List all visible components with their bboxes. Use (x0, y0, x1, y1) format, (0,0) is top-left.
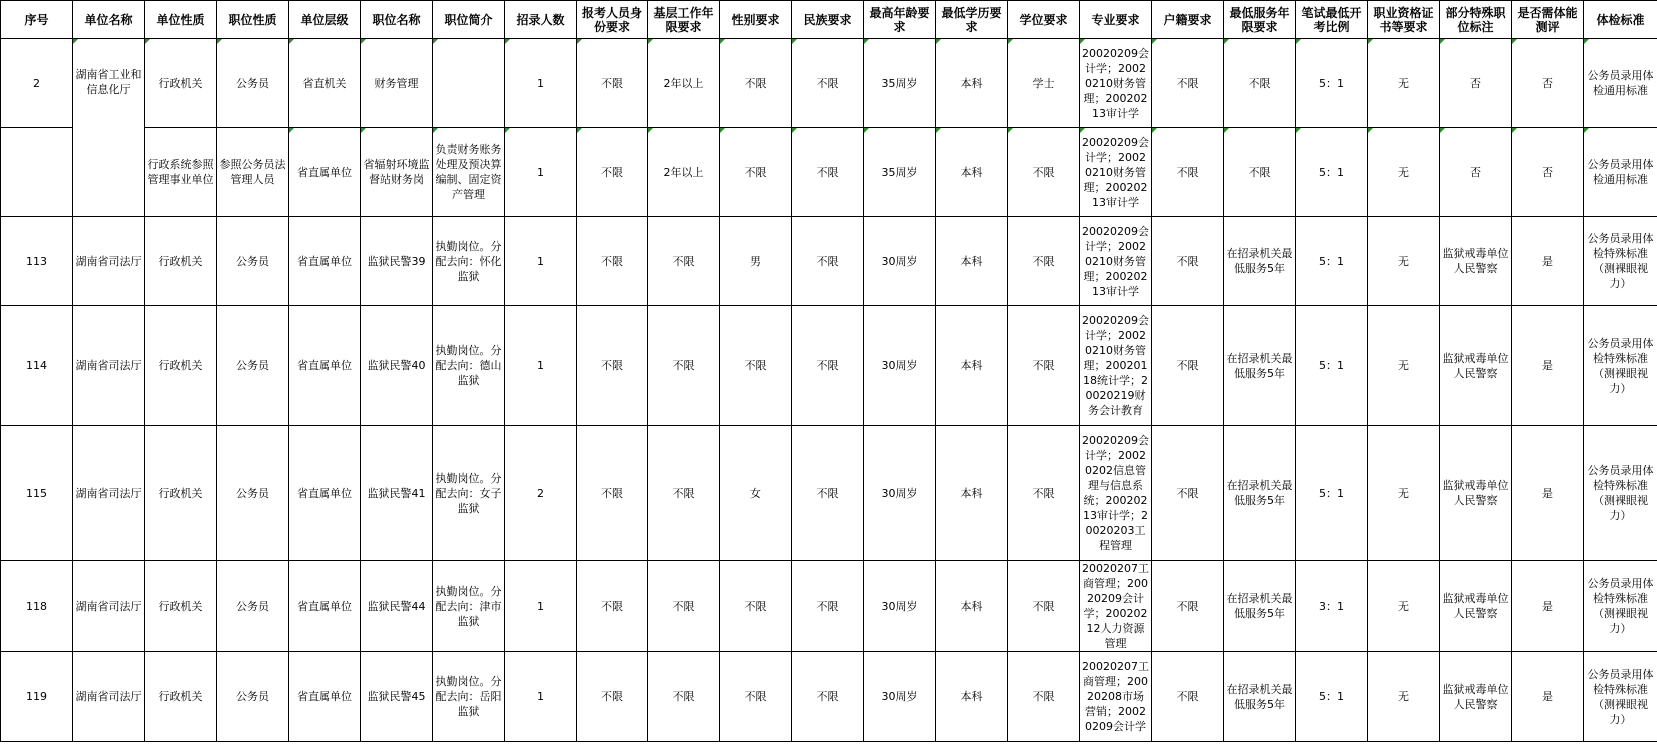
header-cell: 学位要求 (1008, 1, 1080, 39)
cell-ratio[interactable]: 5：1 (1296, 306, 1368, 426)
cell-count[interactable]: 1 (505, 652, 577, 742)
cell-fitness[interactable]: 是 (1512, 652, 1584, 742)
cell-identity[interactable]: 不限 (577, 561, 648, 652)
cell-gender[interactable]: 不限 (720, 561, 792, 652)
cell-ratio[interactable]: 5：1 (1296, 426, 1368, 561)
cell-cert[interactable]: 无 (1368, 306, 1440, 426)
cell-service[interactable]: 不限 (1224, 39, 1296, 128)
cell-fitness[interactable]: 否 (1512, 39, 1584, 128)
cell-intro[interactable] (433, 39, 505, 128)
cell-post[interactable]: 监狱民警40 (361, 306, 433, 426)
cell-count[interactable]: 1 (505, 217, 577, 306)
cell-edu[interactable]: 本科 (936, 306, 1008, 426)
header-cell: 笔试最低开考比例 (1296, 1, 1368, 39)
cell-service[interactable]: 在招录机关最低服务5年 (1224, 561, 1296, 652)
cell-cert[interactable]: 无 (1368, 217, 1440, 306)
cell-ratio[interactable]: 3：1 (1296, 561, 1368, 652)
cell-age[interactable]: 30周岁 (864, 306, 936, 426)
cell-ethnic[interactable]: 不限 (792, 652, 864, 742)
cell-major[interactable]: 20020207工商管理；20020209会计学；20020212人力资源管理 (1080, 561, 1152, 652)
header-cell: 职位简介 (433, 1, 505, 39)
cell-age[interactable]: 35周岁 (864, 39, 936, 128)
cell-unit[interactable]: 湖南省司法厅 (73, 561, 145, 652)
cell-nature[interactable]: 行政机关 (145, 652, 217, 742)
header-cell: 单位层级 (289, 1, 361, 39)
cell-nature[interactable]: 行政系统参照管理事业单位 (145, 128, 217, 217)
cell-gender[interactable]: 男 (720, 217, 792, 306)
cell-age[interactable]: 30周岁 (864, 217, 936, 306)
cell-edu[interactable]: 本科 (936, 652, 1008, 742)
cell-degree[interactable]: 不限 (1008, 217, 1080, 306)
cell-level[interactable]: 省直属单位 (289, 217, 361, 306)
header-cell: 部分特殊职位标注 (1440, 1, 1512, 39)
cell-ratio[interactable]: 5：1 (1296, 652, 1368, 742)
table-row (1, 561, 1657, 652)
cell-exam[interactable]: 公务员录用体检特殊标准（测裸眼视力） (1584, 561, 1657, 652)
cell-service[interactable]: 不限 (1224, 128, 1296, 217)
cell-fitness[interactable]: 是 (1512, 306, 1584, 426)
cell-unit[interactable]: 湖南省司法厅 (73, 306, 145, 426)
cell-service[interactable]: 在招录机关最低服务5年 (1224, 426, 1296, 561)
cell-base-years[interactable]: 不限 (648, 561, 720, 652)
cell-identity[interactable]: 不限 (577, 426, 648, 561)
cell-base-years[interactable]: 不限 (648, 306, 720, 426)
cell-ethnic[interactable]: 不限 (792, 561, 864, 652)
cell-count[interactable]: 1 (505, 306, 577, 426)
cell-fitness[interactable]: 是 (1512, 561, 1584, 652)
cell-exam[interactable]: 公务员录用体检特殊标准（测裸眼视力） (1584, 306, 1657, 426)
cell-exam[interactable]: 公务员录用体检通用标准 (1584, 39, 1657, 128)
cell-identity[interactable]: 不限 (577, 306, 648, 426)
cell-exam[interactable]: 公务员录用体检特殊标准（测裸眼视力） (1584, 217, 1657, 306)
cell-post-nature[interactable]: 公务员 (217, 426, 289, 561)
cell-count[interactable]: 1 (505, 561, 577, 652)
cell-edu[interactable]: 本科 (936, 426, 1008, 561)
cell-post-nature[interactable]: 公务员 (217, 306, 289, 426)
cell-gender[interactable]: 女 (720, 426, 792, 561)
table-row (1, 128, 1657, 217)
cell-ethnic[interactable]: 不限 (792, 128, 864, 217)
table-row (1, 652, 1657, 742)
header-cell: 基层工作年限要求 (648, 1, 720, 39)
cell-exam[interactable]: 公务员录用体检特殊标准（测裸眼视力） (1584, 426, 1657, 561)
cell-major[interactable]: 20020209会计学；20020210财务管理；20020213审计学 (1080, 217, 1152, 306)
cell-hukou[interactable]: 不限 (1152, 306, 1224, 426)
cell-unit[interactable]: 湖南省司法厅 (73, 652, 145, 742)
header-cell: 户籍要求 (1152, 1, 1224, 39)
cell-special[interactable]: 监狱戒毒单位人民警察 (1440, 652, 1512, 742)
cell-post[interactable]: 监狱民警44 (361, 561, 433, 652)
cell-post[interactable]: 监狱民警39 (361, 217, 433, 306)
cell-fitness[interactable]: 否 (1512, 128, 1584, 217)
cell-age[interactable]: 30周岁 (864, 426, 936, 561)
cell-major[interactable]: 20020209会计学；20020210财务管理；20020213审计学 (1080, 39, 1152, 128)
table-row (1, 39, 1657, 128)
header-cell: 性别要求 (720, 1, 792, 39)
cell-service[interactable]: 在招录机关最低服务5年 (1224, 306, 1296, 426)
header-cell: 职位名称 (361, 1, 433, 39)
header-cell: 招录人数 (505, 1, 577, 39)
cell-degree[interactable]: 不限 (1008, 128, 1080, 217)
cell-seq[interactable]: 115 (1, 426, 73, 561)
cell-edu[interactable]: 本科 (936, 561, 1008, 652)
cell-cert[interactable]: 无 (1368, 39, 1440, 128)
header-row (1, 1, 1657, 39)
cell-hukou[interactable]: 不限 (1152, 561, 1224, 652)
cell-degree[interactable]: 不限 (1008, 426, 1080, 561)
cell-base-years[interactable]: 2年以上 (648, 39, 720, 128)
cell-unit[interactable]: 湖南省司法厅 (73, 217, 145, 306)
cell-post-nature[interactable]: 公务员 (217, 39, 289, 128)
cell-cert[interactable]: 无 (1368, 652, 1440, 742)
cell-identity[interactable]: 不限 (577, 652, 648, 742)
cell-gender[interactable]: 不限 (720, 306, 792, 426)
cell-identity[interactable]: 不限 (577, 217, 648, 306)
header-cell: 职业资格证书等要求 (1368, 1, 1440, 39)
cell-ratio[interactable]: 5：1 (1296, 128, 1368, 217)
cell-base-years[interactable]: 不限 (648, 426, 720, 561)
cell-seq[interactable] (1, 128, 73, 217)
cell-seq[interactable]: 2 (1, 39, 73, 128)
cell-nature[interactable]: 行政机关 (145, 561, 217, 652)
cell-count[interactable]: 2 (505, 426, 577, 561)
cell-degree[interactable]: 不限 (1008, 306, 1080, 426)
cell-edu[interactable]: 本科 (936, 217, 1008, 306)
cell-intro[interactable]: 执勤岗位。分配去向：德山监狱 (433, 306, 505, 426)
cell-intro[interactable]: 执勤岗位。分配去向：怀化监狱 (433, 217, 505, 306)
cell-post-nature[interactable]: 参照公务员法管理人员 (217, 128, 289, 217)
cell-service[interactable]: 在招录机关最低服务5年 (1224, 652, 1296, 742)
table-row (1, 426, 1657, 561)
cell-gender[interactable]: 不限 (720, 652, 792, 742)
cell-fitness[interactable]: 是 (1512, 217, 1584, 306)
cell-hukou[interactable]: 不限 (1152, 128, 1224, 217)
header-cell: 单位名称 (73, 1, 145, 39)
cell-level[interactable]: 省直属单位 (289, 652, 361, 742)
cell-intro[interactable]: 执勤岗位。分配去向：女子监狱 (433, 426, 505, 561)
cell-level[interactable]: 省直属单位 (289, 306, 361, 426)
cell-post-nature[interactable]: 公务员 (217, 652, 289, 742)
cell-degree[interactable]: 不限 (1008, 561, 1080, 652)
cell-identity[interactable]: 不限 (577, 128, 648, 217)
cell-major[interactable]: 20020207工商管理；20020208市场营销；20020209会计学 (1080, 652, 1152, 742)
cell-cert[interactable]: 无 (1368, 426, 1440, 561)
cell-nature[interactable]: 行政机关 (145, 217, 217, 306)
cell-post-nature[interactable]: 公务员 (217, 561, 289, 652)
cell-special[interactable]: 监狱戒毒单位人民警察 (1440, 306, 1512, 426)
header-cell: 报考人员身份要求 (577, 1, 648, 39)
cell-level[interactable]: 省直属单位 (289, 426, 361, 561)
cell-level[interactable]: 省直属单位 (289, 561, 361, 652)
cell-seq[interactable]: 113 (1, 217, 73, 306)
header-cell: 体检标准 (1584, 1, 1657, 39)
table-row (1, 217, 1657, 306)
cell-base-years[interactable]: 2年以上 (648, 128, 720, 217)
cell-identity[interactable]: 不限 (577, 39, 648, 128)
header-cell: 序号 (1, 1, 73, 39)
header-cell: 单位性质 (145, 1, 217, 39)
cell-intro[interactable]: 执勤岗位。分配去向：岳阳监狱 (433, 652, 505, 742)
cell-major[interactable]: 20020209会计学；20020202信息管理与信息系统；20020213审计学；20020203工程管理 (1080, 426, 1152, 561)
cell-ethnic[interactable]: 不限 (792, 217, 864, 306)
cell-level[interactable]: 省直机关 (289, 39, 361, 128)
cell-seq[interactable]: 118 (1, 561, 73, 652)
cell-ethnic[interactable]: 不限 (792, 306, 864, 426)
cell-nature[interactable]: 行政机关 (145, 39, 217, 128)
cell-ethnic[interactable]: 不限 (792, 426, 864, 561)
cell-nature[interactable]: 行政机关 (145, 426, 217, 561)
cell-post[interactable]: 省辐射环境监督站财务岗 (361, 128, 433, 217)
cell-exam[interactable]: 公务员录用体检通用标准 (1584, 128, 1657, 217)
cell-exam[interactable]: 公务员录用体检特殊标准（测裸眼视力） (1584, 652, 1657, 742)
header-cell: 职位性质 (217, 1, 289, 39)
cell-hukou[interactable]: 不限 (1152, 39, 1224, 128)
cell-cert[interactable]: 无 (1368, 561, 1440, 652)
cell-special[interactable]: 监狱戒毒单位人民警察 (1440, 426, 1512, 561)
header-cell: 最高年龄要求 (864, 1, 936, 39)
cell-cert[interactable]: 无 (1368, 128, 1440, 217)
header-cell: 是否需体能测评 (1512, 1, 1584, 39)
cell-ratio[interactable]: 5：1 (1296, 39, 1368, 128)
cell-gender[interactable]: 不限 (720, 128, 792, 217)
cell-special[interactable]: 否 (1440, 128, 1512, 217)
cell-post[interactable]: 财务管理 (361, 39, 433, 128)
cell-ethnic[interactable]: 不限 (792, 39, 864, 128)
cell-count[interactable]: 1 (505, 128, 577, 217)
cell-edu[interactable]: 本科 (936, 39, 1008, 128)
cell-ratio[interactable]: 5：1 (1296, 217, 1368, 306)
cell-base-years[interactable]: 不限 (648, 652, 720, 742)
cell-service[interactable]: 在招录机关最低服务5年 (1224, 217, 1296, 306)
cell-degree[interactable]: 不限 (1008, 652, 1080, 742)
header-cell: 专业要求 (1080, 1, 1152, 39)
cell-unit[interactable]: 湖南省司法厅 (73, 426, 145, 561)
header-cell: 最低服务年限要求 (1224, 1, 1296, 39)
cell-count[interactable]: 1 (505, 39, 577, 128)
cell-post[interactable]: 监狱民警41 (361, 426, 433, 561)
cell-hukou[interactable]: 不限 (1152, 217, 1224, 306)
cell-nature[interactable]: 行政机关 (145, 306, 217, 426)
cell-intro[interactable]: 执勤岗位。分配去向：津市监狱 (433, 561, 505, 652)
cell-special[interactable]: 监狱戒毒单位人民警察 (1440, 561, 1512, 652)
cell-major[interactable]: 20020209会计学；20020210财务管理；20020213审计学 (1080, 128, 1152, 217)
cell-major[interactable]: 20020209会计学；20020210财务管理；20020118统计学；20020219财务会计教育 (1080, 306, 1152, 426)
cell-level[interactable]: 省直属单位 (289, 128, 361, 217)
cell-hukou[interactable]: 不限 (1152, 426, 1224, 561)
cell-special[interactable]: 否 (1440, 39, 1512, 128)
cell-seq[interactable]: 119 (1, 652, 73, 742)
cell-post[interactable]: 监狱民警45 (361, 652, 433, 742)
cell-seq[interactable]: 114 (1, 306, 73, 426)
cell-intro[interactable]: 负责财务账务处理及预决算编制、固定资产管理 (433, 128, 505, 217)
cell-hukou[interactable]: 不限 (1152, 652, 1224, 742)
cell-age[interactable]: 30周岁 (864, 561, 936, 652)
cell-age[interactable]: 30周岁 (864, 652, 936, 742)
header-cell: 民族要求 (792, 1, 864, 39)
cell-unit[interactable]: 湖南省工业和信息化厅 (73, 39, 145, 217)
cell-special[interactable]: 监狱戒毒单位人民警察 (1440, 217, 1512, 306)
cell-degree[interactable]: 学士 (1008, 39, 1080, 128)
table-row (1, 306, 1657, 426)
cell-post-nature[interactable]: 公务员 (217, 217, 289, 306)
cell-age[interactable]: 35周岁 (864, 128, 936, 217)
cell-base-years[interactable]: 不限 (648, 217, 720, 306)
cell-gender[interactable]: 不限 (720, 39, 792, 128)
cell-edu[interactable]: 本科 (936, 128, 1008, 217)
cell-fitness[interactable]: 是 (1512, 426, 1584, 561)
header-cell: 最低学历要求 (936, 1, 1008, 39)
